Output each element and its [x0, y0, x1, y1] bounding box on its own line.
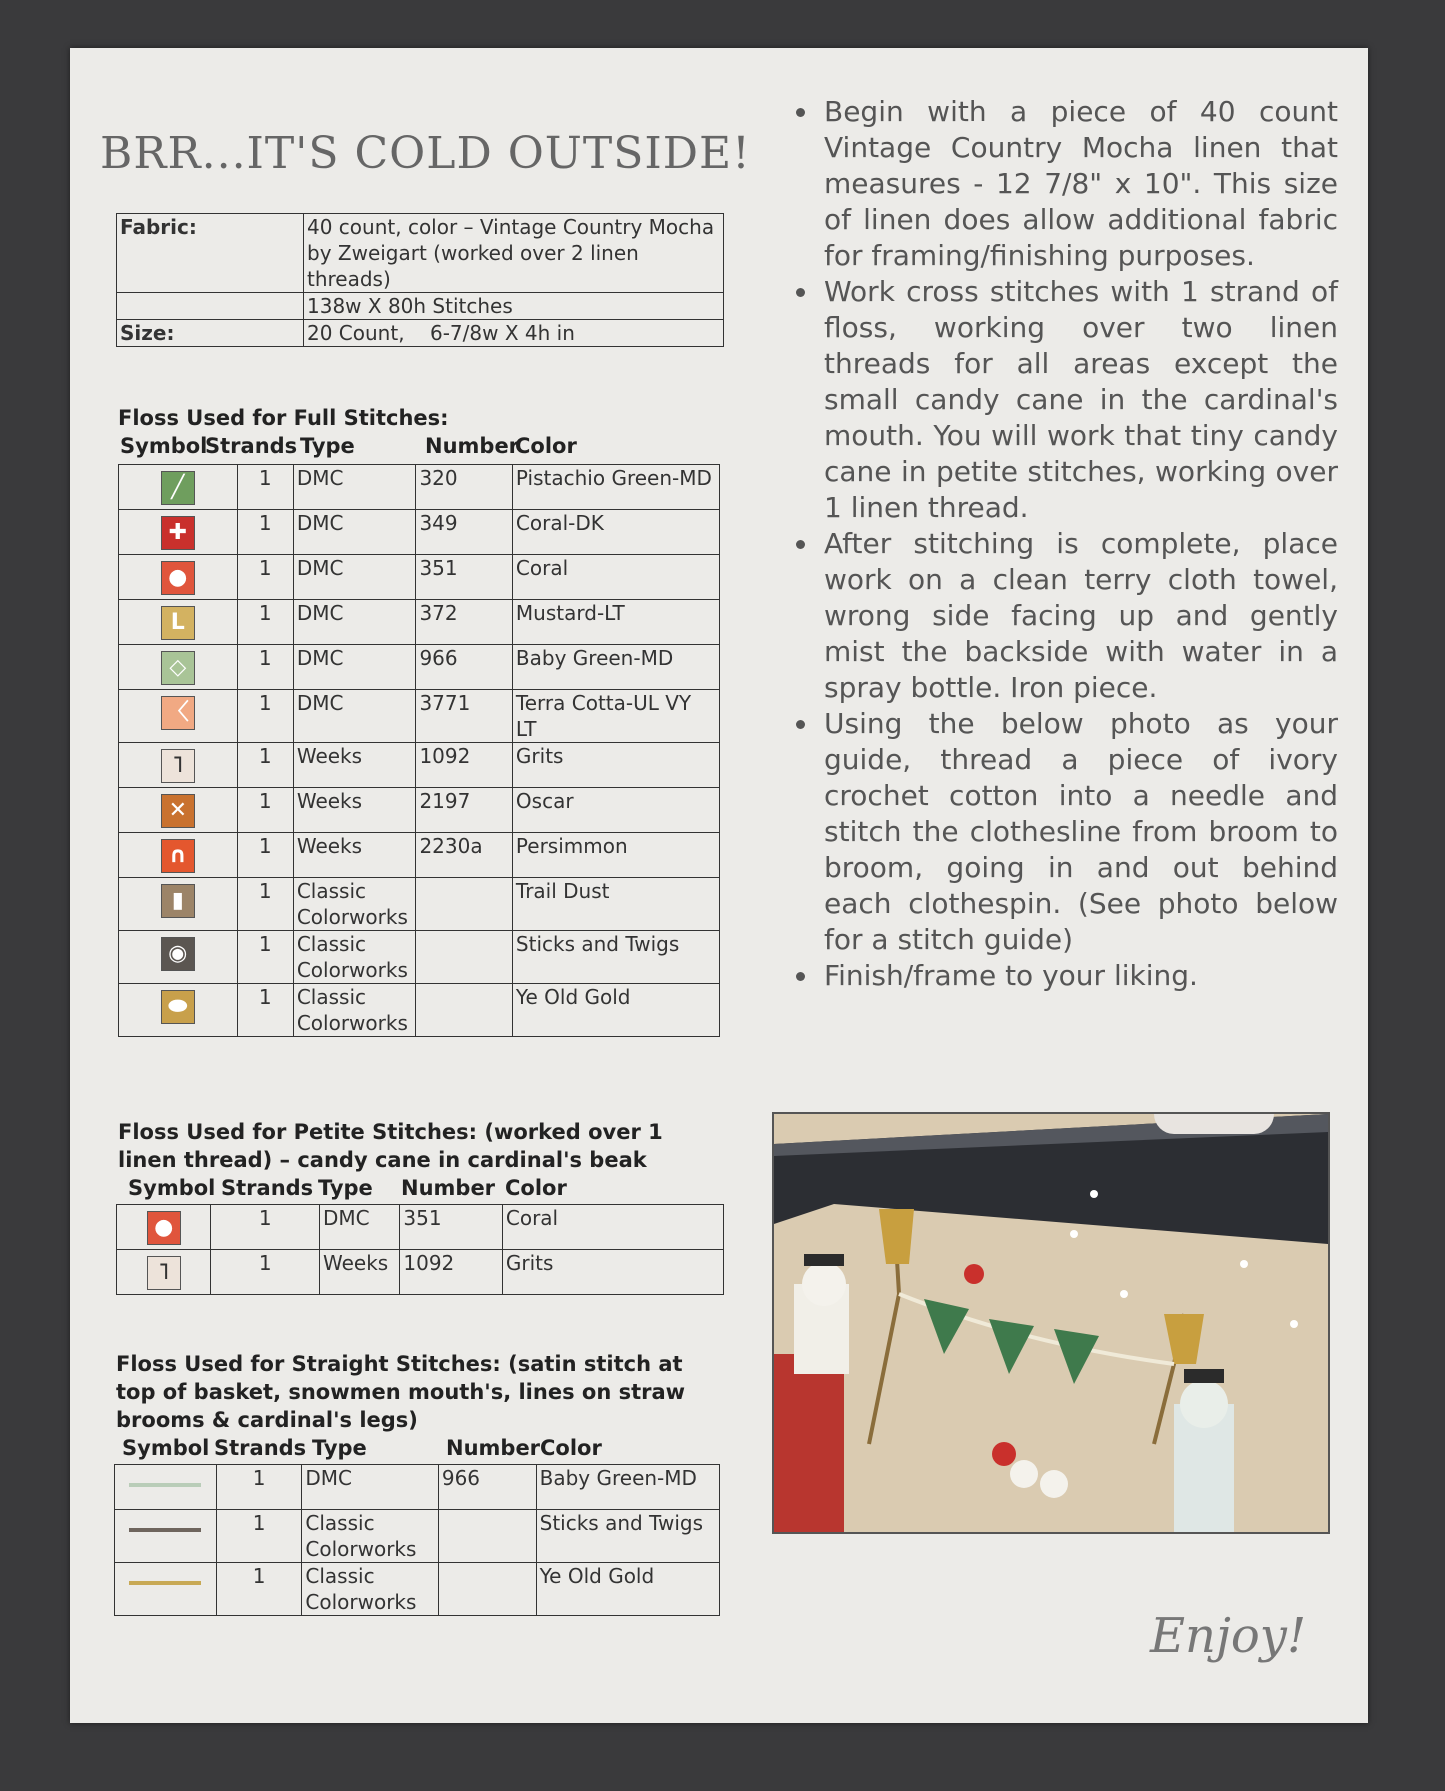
col-symbol: Symbol — [120, 434, 208, 458]
strands-cell: 1 — [237, 645, 293, 690]
table-row — [119, 743, 720, 788]
corner-symbol-icon: ˥ — [147, 1256, 181, 1290]
type-cell: Weeks — [319, 1250, 399, 1295]
pill-symbol-icon: ⬬ — [161, 990, 195, 1024]
number-cell — [416, 878, 512, 931]
closing-signature: Enjoy! — [1150, 1608, 1307, 1664]
corner-symbol-icon: ˥ — [161, 749, 195, 783]
strands-cell: 1 — [211, 1205, 320, 1250]
number-cell: 2197 — [416, 788, 512, 833]
strands-cell: 1 — [237, 600, 293, 645]
type-cell: DMC — [302, 1465, 438, 1510]
color-cell: Baby Green-MD — [536, 1465, 719, 1510]
number-cell — [416, 984, 512, 1037]
table-row — [119, 645, 720, 690]
symbol-cell — [119, 645, 238, 690]
dot-symbol-icon: ● — [161, 561, 195, 595]
ring-symbol-icon: ◉ — [161, 937, 195, 971]
instruction-item: • Using the below photo as your guide, thread a piece of ivory crochet cotton into a needle and stitch the clothesline from broom to broom, going in and out behind each clothespin. (See photo below for a stitch guide) — [820, 706, 1338, 958]
number-cell: 349 — [416, 510, 512, 555]
type-cell: Weeks — [293, 833, 416, 878]
strands-cell: 1 — [237, 788, 293, 833]
symbol-cell — [115, 1465, 217, 1510]
type-cell: DMC — [319, 1205, 399, 1250]
col-color: Color — [515, 434, 577, 458]
number-cell: 1092 — [400, 1250, 503, 1295]
size-value: 20 Count, 6-7/8w X 4h in — [304, 320, 724, 347]
plus-symbol-icon: ✚ — [161, 516, 195, 550]
table-row — [115, 1563, 720, 1616]
strands-cell: 1 — [237, 743, 293, 788]
type-cell: DMC — [293, 510, 416, 555]
symbol-cell — [119, 788, 238, 833]
type-cell: Classic Colorworks — [302, 1510, 438, 1563]
number-cell: 351 — [400, 1205, 503, 1250]
color-cell: Sticks and Twigs — [512, 931, 719, 984]
symbol-cell — [119, 600, 238, 645]
type-cell: DMC — [293, 645, 416, 690]
strands-cell: 1 — [237, 690, 293, 743]
instruction-item: • After stitching is complete, place work on a clean terry cloth towel, wrong side facing up and gently mist the backside with water in a spray bottle. Iron piece. — [820, 526, 1338, 706]
instructions-list — [790, 94, 1338, 994]
color-cell: Coral — [512, 555, 719, 600]
strands-cell: 1 — [237, 555, 293, 600]
full-stitches-column-headers — [120, 434, 660, 462]
type-cell: Classic Colorworks — [293, 984, 416, 1037]
number-cell: 3771 — [416, 690, 512, 743]
full-stitches-table — [118, 464, 720, 1037]
number-cell: 1092 — [416, 743, 512, 788]
table-row — [117, 1250, 724, 1295]
symbol-cell — [119, 878, 238, 931]
number-cell: 966 — [438, 1465, 536, 1510]
instruction-item: • Work cross stitches with 1 strand of floss, working over two linen threads for all areas except the small candy cane in the cardinal's mouth. You will work that tiny candy cane in petite stitches, working over 1 linen thread. — [820, 274, 1338, 526]
symbol-cell — [119, 510, 238, 555]
L-symbol-icon: L — [161, 606, 195, 640]
fabric-table — [116, 213, 724, 347]
col-type: Type — [300, 434, 355, 458]
type-cell: Classic Colorworks — [293, 931, 416, 984]
color-cell: Terra Cotta-UL VY LT — [512, 690, 719, 743]
number-cell — [438, 1510, 536, 1563]
color-cell: Coral-DK — [512, 510, 719, 555]
type-cell: Classic Colorworks — [302, 1563, 438, 1616]
table-row — [115, 1465, 720, 1510]
number-cell: 351 — [416, 555, 512, 600]
symbol-cell — [119, 833, 238, 878]
table-row — [119, 600, 720, 645]
color-cell: Baby Green-MD — [512, 645, 719, 690]
strands-cell: 1 — [216, 1510, 302, 1563]
straight-stitches-column-headers — [122, 1436, 662, 1464]
bar-symbol-icon: ▮ — [161, 884, 195, 918]
number-cell — [416, 931, 512, 984]
col-number: Number — [401, 1176, 496, 1200]
line-symbol-icon — [129, 1483, 201, 1487]
line-symbol-icon — [129, 1528, 201, 1532]
straight-stitches-heading: Floss Used for Straight Stitches: (satin stitch at top of basket, snowmen mouth's, lines on straw brooms & cardinal's legs) — [116, 1352, 686, 1432]
symbol-cell — [115, 1510, 217, 1563]
type-cell: DMC — [293, 690, 416, 743]
fabric-value: 40 count, color – Vintage Country Mocha by Zweigart (worked over 2 linen threads) — [304, 214, 724, 293]
col-symbol: Symbol — [128, 1176, 216, 1200]
petite-stitches-table — [116, 1204, 724, 1295]
instruction-item: • Begin with a piece of 40 count Vintage Country Mocha linen that measures - 12 7/8" x 10". This size of linen does allow additional fabric for framing/finishing purposes. — [820, 94, 1338, 274]
symbol-cell — [119, 743, 238, 788]
color-cell: Ye Old Gold — [512, 984, 719, 1037]
fabric-label: Fabric: — [117, 214, 304, 293]
strands-cell: 1 — [237, 878, 293, 931]
table-row — [119, 833, 720, 878]
color-cell: Oscar — [512, 788, 719, 833]
straight-stitches-table — [114, 1464, 720, 1616]
color-cell: Grits — [512, 743, 719, 788]
table-row — [115, 1510, 720, 1563]
symbol-cell — [119, 465, 238, 510]
stitch-count: 138w X 80h Stitches — [304, 293, 724, 320]
symbol-cell — [115, 1563, 217, 1616]
type-cell: DMC — [293, 600, 416, 645]
symbol-cell — [117, 1250, 211, 1295]
strands-cell: 1 — [237, 931, 293, 984]
number-cell: 966 — [416, 645, 512, 690]
strands-cell: 1 — [237, 510, 293, 555]
table-row — [119, 690, 720, 743]
page-title: BRR...IT'S COLD OUTSIDE! — [100, 128, 751, 179]
col-number: Number — [425, 434, 520, 458]
table-row — [119, 931, 720, 984]
type-cell: DMC — [293, 555, 416, 600]
color-cell: Sticks and Twigs — [536, 1510, 719, 1563]
symbol-cell — [119, 931, 238, 984]
col-color: Color — [540, 1436, 602, 1460]
strands-cell: 1 — [211, 1250, 320, 1295]
petite-stitches-heading: Floss Used for Petite Stitches: (worked over 1 linen thread) – candy cane in cardinal's beak — [118, 1120, 663, 1172]
table-row — [117, 1205, 724, 1250]
number-cell: 320 — [416, 465, 512, 510]
table-row — [119, 878, 720, 931]
symbol-cell — [117, 1205, 211, 1250]
col-symbol: Symbol — [122, 1436, 210, 1460]
col-strands: Strands — [214, 1436, 307, 1460]
color-cell: Persimmon — [512, 833, 719, 878]
dot-symbol-icon: ● — [147, 1211, 181, 1245]
table-row — [119, 510, 720, 555]
color-cell: Ye Old Gold — [536, 1563, 719, 1616]
table-row — [119, 984, 720, 1037]
type-cell: Weeks — [293, 788, 416, 833]
size-label: Size: — [117, 320, 304, 347]
symbol-cell — [119, 690, 238, 743]
line-symbol-icon — [129, 1581, 201, 1585]
arch-symbol-icon: ∩ — [161, 839, 195, 873]
full-stitches-heading: Floss Used for Full Stitches: — [118, 406, 449, 430]
number-cell: 2230a — [416, 833, 512, 878]
col-number: Number — [446, 1436, 541, 1460]
instruction-item: • Finish/frame to your liking. — [820, 958, 1338, 994]
number-cell: 372 — [416, 600, 512, 645]
col-type: Type — [318, 1176, 373, 1200]
photo-illustration — [774, 1114, 1328, 1532]
number-cell — [438, 1563, 536, 1616]
type-cell: DMC — [293, 465, 416, 510]
col-strands: Strands — [205, 434, 298, 458]
col-color: Color — [505, 1176, 567, 1200]
petite-stitches-column-headers — [128, 1176, 668, 1204]
strands-cell: 1 — [216, 1465, 302, 1510]
strands-cell: 1 — [216, 1563, 302, 1616]
x-symbol-icon: ✕ — [161, 794, 195, 828]
strands-cell: 1 — [237, 984, 293, 1037]
color-cell: Grits — [502, 1250, 723, 1295]
symbol-cell — [119, 984, 238, 1037]
pattern-sheet — [70, 48, 1368, 1723]
col-strands: Strands — [221, 1176, 314, 1200]
diamond-symbol-icon: ◇ — [161, 651, 195, 685]
color-cell: Mustard-LT — [512, 600, 719, 645]
color-cell: Coral — [502, 1205, 723, 1250]
color-cell: Trail Dust — [512, 878, 719, 931]
finished-piece-photo — [772, 1112, 1330, 1534]
type-cell: Classic Colorworks — [293, 878, 416, 931]
symbol-cell — [119, 555, 238, 600]
strands-cell: 1 — [237, 465, 293, 510]
table-row — [119, 788, 720, 833]
table-row — [119, 555, 720, 600]
col-type: Type — [312, 1436, 367, 1460]
chevron-symbol-icon: 〈 — [161, 696, 195, 730]
strands-cell: 1 — [237, 833, 293, 878]
type-cell: Weeks — [293, 743, 416, 788]
slash-symbol-icon: ╱ — [161, 471, 195, 505]
table-row — [119, 465, 720, 510]
color-cell: Pistachio Green-MD — [512, 465, 719, 510]
